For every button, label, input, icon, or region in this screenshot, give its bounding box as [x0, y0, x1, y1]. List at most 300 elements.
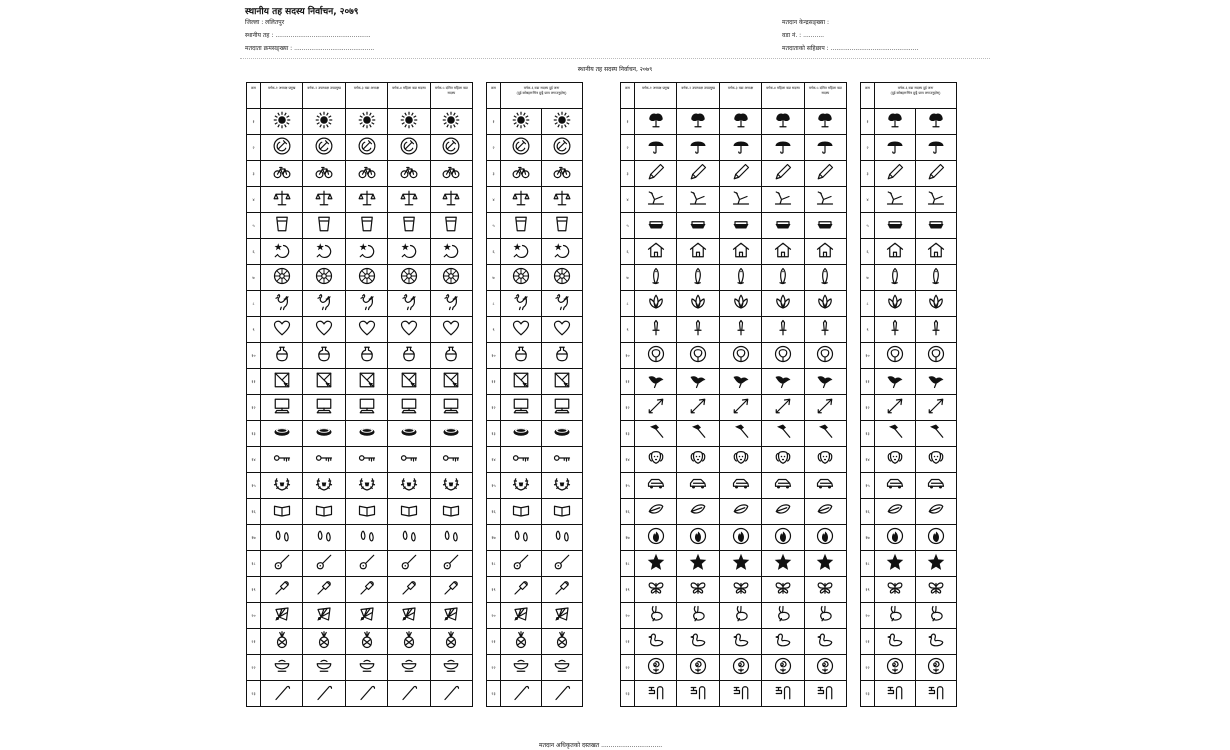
- vote-box[interactable]: [916, 447, 956, 472]
- vote-box[interactable]: [677, 681, 719, 706]
- vote-box[interactable]: [431, 213, 472, 238]
- vote-box[interactable]: [677, 317, 719, 342]
- vote-box[interactable]: [542, 603, 582, 628]
- vote-box[interactable]: [677, 239, 719, 264]
- vote-box[interactable]: [501, 395, 542, 420]
- vote-box[interactable]: [388, 681, 430, 706]
- vote-box[interactable]: [303, 473, 345, 498]
- vote-box[interactable]: [542, 187, 582, 212]
- vote-box[interactable]: [388, 577, 430, 602]
- vote-box[interactable]: [388, 213, 430, 238]
- vote-box[interactable]: [677, 369, 719, 394]
- vote-box[interactable]: [916, 473, 956, 498]
- vote-box[interactable]: [875, 629, 916, 654]
- vote-box[interactable]: [501, 343, 542, 368]
- vote-box[interactable]: [303, 447, 345, 472]
- vote-box[interactable]: [805, 603, 846, 628]
- vote-box[interactable]: [875, 525, 916, 550]
- vote-box[interactable]: [762, 525, 804, 550]
- vote-box[interactable]: [677, 343, 719, 368]
- vote-box[interactable]: [677, 499, 719, 524]
- vote-box[interactable]: [501, 291, 542, 316]
- vote-box[interactable]: [720, 603, 762, 628]
- vote-box[interactable]: [720, 395, 762, 420]
- vote-box[interactable]: [431, 603, 472, 628]
- vote-box[interactable]: [720, 577, 762, 602]
- vote-box[interactable]: [346, 395, 388, 420]
- vote-box[interactable]: [916, 525, 956, 550]
- vote-box[interactable]: [501, 551, 542, 576]
- vote-box[interactable]: [303, 109, 345, 134]
- vote-box[interactable]: [431, 499, 472, 524]
- vote-box[interactable]: [542, 161, 582, 186]
- vote-box[interactable]: [805, 681, 846, 706]
- vote-box[interactable]: [875, 265, 916, 290]
- vote-box[interactable]: [677, 213, 719, 238]
- vote-box[interactable]: [916, 603, 956, 628]
- vote-box[interactable]: [261, 473, 303, 498]
- vote-box[interactable]: [805, 421, 846, 446]
- vote-box[interactable]: [346, 291, 388, 316]
- vote-box[interactable]: [261, 421, 303, 446]
- vote-box[interactable]: [762, 603, 804, 628]
- vote-box[interactable]: [501, 499, 542, 524]
- vote-box[interactable]: [261, 551, 303, 576]
- vote-box[interactable]: [542, 213, 582, 238]
- vote-box[interactable]: [720, 681, 762, 706]
- vote-box[interactable]: [916, 551, 956, 576]
- vote-box[interactable]: [875, 161, 916, 186]
- vote-box[interactable]: [431, 577, 472, 602]
- vote-box[interactable]: [542, 681, 582, 706]
- vote-box[interactable]: [346, 109, 388, 134]
- vote-box[interactable]: [875, 551, 916, 576]
- vote-box[interactable]: [388, 447, 430, 472]
- vote-box[interactable]: [431, 161, 472, 186]
- vote-box[interactable]: [388, 317, 430, 342]
- vote-box[interactable]: [501, 655, 542, 680]
- vote-box[interactable]: [762, 655, 804, 680]
- vote-box[interactable]: [303, 421, 345, 446]
- vote-box[interactable]: [346, 343, 388, 368]
- vote-box[interactable]: [261, 135, 303, 160]
- vote-box[interactable]: [762, 551, 804, 576]
- vote-box[interactable]: [805, 213, 846, 238]
- vote-box[interactable]: [261, 525, 303, 550]
- vote-box[interactable]: [805, 473, 846, 498]
- vote-box[interactable]: [762, 343, 804, 368]
- vote-box[interactable]: [916, 395, 956, 420]
- vote-box[interactable]: [720, 161, 762, 186]
- vote-box[interactable]: [388, 239, 430, 264]
- vote-box[interactable]: [388, 369, 430, 394]
- vote-box[interactable]: [875, 317, 916, 342]
- vote-box[interactable]: [501, 473, 542, 498]
- vote-box[interactable]: [875, 577, 916, 602]
- vote-box[interactable]: [916, 421, 956, 446]
- vote-box[interactable]: [720, 447, 762, 472]
- vote-box[interactable]: [431, 395, 472, 420]
- vote-box[interactable]: [916, 291, 956, 316]
- vote-box[interactable]: [261, 629, 303, 654]
- vote-box[interactable]: [501, 681, 542, 706]
- vote-box[interactable]: [431, 369, 472, 394]
- vote-box[interactable]: [501, 603, 542, 628]
- vote-box[interactable]: [762, 681, 804, 706]
- vote-box[interactable]: [542, 473, 582, 498]
- vote-box[interactable]: [635, 161, 677, 186]
- vote-box[interactable]: [542, 317, 582, 342]
- vote-box[interactable]: [762, 499, 804, 524]
- vote-box[interactable]: [261, 109, 303, 134]
- vote-box[interactable]: [346, 603, 388, 628]
- vote-box[interactable]: [346, 369, 388, 394]
- vote-box[interactable]: [805, 291, 846, 316]
- vote-box[interactable]: [677, 421, 719, 446]
- vote-box[interactable]: [431, 421, 472, 446]
- vote-box[interactable]: [720, 265, 762, 290]
- vote-box[interactable]: [720, 239, 762, 264]
- vote-box[interactable]: [805, 161, 846, 186]
- vote-box[interactable]: [542, 343, 582, 368]
- vote-box[interactable]: [635, 317, 677, 342]
- vote-box[interactable]: [762, 213, 804, 238]
- vote-box[interactable]: [542, 421, 582, 446]
- vote-box[interactable]: [431, 551, 472, 576]
- vote-box[interactable]: [346, 473, 388, 498]
- vote-box[interactable]: [677, 161, 719, 186]
- vote-box[interactable]: [635, 499, 677, 524]
- vote-box[interactable]: [762, 109, 804, 134]
- vote-box[interactable]: [677, 525, 719, 550]
- vote-box[interactable]: [303, 161, 345, 186]
- vote-box[interactable]: [875, 343, 916, 368]
- vote-box[interactable]: [261, 681, 303, 706]
- vote-box[interactable]: [501, 421, 542, 446]
- vote-box[interactable]: [346, 317, 388, 342]
- vote-box[interactable]: [501, 135, 542, 160]
- vote-box[interactable]: [805, 109, 846, 134]
- vote-box[interactable]: [303, 369, 345, 394]
- vote-box[interactable]: [261, 343, 303, 368]
- vote-box[interactable]: [635, 603, 677, 628]
- vote-box[interactable]: [635, 421, 677, 446]
- vote-box[interactable]: [261, 603, 303, 628]
- vote-box[interactable]: [805, 447, 846, 472]
- vote-box[interactable]: [431, 109, 472, 134]
- vote-box[interactable]: [431, 681, 472, 706]
- vote-box[interactable]: [346, 239, 388, 264]
- vote-box[interactable]: [762, 421, 804, 446]
- vote-box[interactable]: [261, 447, 303, 472]
- vote-box[interactable]: [303, 499, 345, 524]
- vote-box[interactable]: [875, 369, 916, 394]
- vote-box[interactable]: [805, 343, 846, 368]
- vote-box[interactable]: [388, 603, 430, 628]
- vote-box[interactable]: [388, 343, 430, 368]
- vote-box[interactable]: [542, 577, 582, 602]
- vote-box[interactable]: [261, 499, 303, 524]
- vote-box[interactable]: [916, 343, 956, 368]
- vote-box[interactable]: [916, 239, 956, 264]
- vote-box[interactable]: [720, 109, 762, 134]
- vote-box[interactable]: [762, 395, 804, 420]
- vote-box[interactable]: [805, 551, 846, 576]
- vote-box[interactable]: [635, 109, 677, 134]
- vote-box[interactable]: [501, 213, 542, 238]
- vote-box[interactable]: [303, 213, 345, 238]
- vote-box[interactable]: [805, 239, 846, 264]
- vote-box[interactable]: [762, 187, 804, 212]
- vote-box[interactable]: [762, 447, 804, 472]
- vote-box[interactable]: [677, 187, 719, 212]
- vote-box[interactable]: [875, 499, 916, 524]
- vote-box[interactable]: [346, 135, 388, 160]
- vote-box[interactable]: [635, 395, 677, 420]
- vote-box[interactable]: [762, 265, 804, 290]
- vote-box[interactable]: [303, 603, 345, 628]
- vote-box[interactable]: [635, 655, 677, 680]
- vote-box[interactable]: [762, 369, 804, 394]
- vote-box[interactable]: [303, 551, 345, 576]
- vote-box[interactable]: [635, 291, 677, 316]
- vote-box[interactable]: [261, 291, 303, 316]
- vote-box[interactable]: [346, 187, 388, 212]
- vote-box[interactable]: [346, 629, 388, 654]
- vote-box[interactable]: [303, 239, 345, 264]
- vote-box[interactable]: [431, 239, 472, 264]
- vote-box[interactable]: [388, 161, 430, 186]
- vote-box[interactable]: [916, 109, 956, 134]
- vote-box[interactable]: [542, 291, 582, 316]
- vote-box[interactable]: [805, 577, 846, 602]
- vote-box[interactable]: [346, 577, 388, 602]
- vote-box[interactable]: [635, 629, 677, 654]
- vote-box[interactable]: [875, 603, 916, 628]
- vote-box[interactable]: [346, 213, 388, 238]
- vote-box[interactable]: [431, 291, 472, 316]
- vote-box[interactable]: [916, 187, 956, 212]
- vote-box[interactable]: [875, 239, 916, 264]
- vote-box[interactable]: [720, 317, 762, 342]
- vote-box[interactable]: [501, 577, 542, 602]
- vote-box[interactable]: [720, 187, 762, 212]
- vote-box[interactable]: [303, 525, 345, 550]
- vote-box[interactable]: [303, 395, 345, 420]
- vote-box[interactable]: [542, 525, 582, 550]
- vote-box[interactable]: [762, 577, 804, 602]
- vote-box[interactable]: [501, 161, 542, 186]
- vote-box[interactable]: [501, 109, 542, 134]
- vote-box[interactable]: [501, 525, 542, 550]
- vote-box[interactable]: [762, 629, 804, 654]
- vote-box[interactable]: [875, 135, 916, 160]
- vote-box[interactable]: [875, 421, 916, 446]
- vote-box[interactable]: [542, 447, 582, 472]
- vote-box[interactable]: [261, 317, 303, 342]
- vote-box[interactable]: [542, 551, 582, 576]
- vote-box[interactable]: [916, 681, 956, 706]
- vote-box[interactable]: [720, 499, 762, 524]
- vote-box[interactable]: [635, 265, 677, 290]
- vote-box[interactable]: [431, 135, 472, 160]
- vote-box[interactable]: [261, 265, 303, 290]
- vote-box[interactable]: [762, 291, 804, 316]
- vote-box[interactable]: [916, 577, 956, 602]
- vote-box[interactable]: [346, 161, 388, 186]
- vote-box[interactable]: [542, 265, 582, 290]
- vote-box[interactable]: [542, 395, 582, 420]
- vote-box[interactable]: [431, 265, 472, 290]
- vote-box[interactable]: [431, 473, 472, 498]
- vote-box[interactable]: [542, 369, 582, 394]
- vote-box[interactable]: [388, 135, 430, 160]
- vote-box[interactable]: [720, 343, 762, 368]
- vote-box[interactable]: [677, 603, 719, 628]
- vote-box[interactable]: [805, 187, 846, 212]
- vote-box[interactable]: [388, 629, 430, 654]
- vote-box[interactable]: [875, 473, 916, 498]
- vote-box[interactable]: [388, 551, 430, 576]
- vote-box[interactable]: [635, 681, 677, 706]
- vote-box[interactable]: [542, 629, 582, 654]
- vote-box[interactable]: [635, 187, 677, 212]
- vote-box[interactable]: [677, 109, 719, 134]
- vote-box[interactable]: [805, 629, 846, 654]
- vote-box[interactable]: [388, 525, 430, 550]
- vote-box[interactable]: [677, 447, 719, 472]
- vote-box[interactable]: [635, 551, 677, 576]
- vote-box[interactable]: [875, 213, 916, 238]
- vote-box[interactable]: [875, 655, 916, 680]
- vote-box[interactable]: [303, 343, 345, 368]
- vote-box[interactable]: [388, 655, 430, 680]
- vote-box[interactable]: [346, 265, 388, 290]
- vote-box[interactable]: [346, 525, 388, 550]
- vote-box[interactable]: [303, 187, 345, 212]
- vote-box[interactable]: [635, 343, 677, 368]
- vote-box[interactable]: [261, 655, 303, 680]
- vote-box[interactable]: [388, 473, 430, 498]
- vote-box[interactable]: [677, 265, 719, 290]
- vote-box[interactable]: [805, 395, 846, 420]
- vote-box[interactable]: [501, 317, 542, 342]
- vote-box[interactable]: [762, 239, 804, 264]
- vote-box[interactable]: [431, 525, 472, 550]
- vote-box[interactable]: [388, 187, 430, 212]
- vote-box[interactable]: [635, 213, 677, 238]
- vote-box[interactable]: [261, 187, 303, 212]
- vote-box[interactable]: [720, 655, 762, 680]
- vote-box[interactable]: [762, 317, 804, 342]
- vote-box[interactable]: [677, 473, 719, 498]
- vote-box[interactable]: [431, 317, 472, 342]
- vote-box[interactable]: [916, 369, 956, 394]
- vote-box[interactable]: [720, 369, 762, 394]
- vote-box[interactable]: [261, 577, 303, 602]
- vote-box[interactable]: [677, 577, 719, 602]
- vote-box[interactable]: [916, 135, 956, 160]
- vote-box[interactable]: [635, 473, 677, 498]
- vote-box[interactable]: [762, 161, 804, 186]
- vote-box[interactable]: [388, 499, 430, 524]
- vote-box[interactable]: [346, 499, 388, 524]
- vote-box[interactable]: [677, 629, 719, 654]
- vote-box[interactable]: [501, 447, 542, 472]
- vote-box[interactable]: [542, 655, 582, 680]
- vote-box[interactable]: [346, 421, 388, 446]
- vote-box[interactable]: [635, 525, 677, 550]
- vote-box[interactable]: [303, 291, 345, 316]
- vote-box[interactable]: [916, 161, 956, 186]
- vote-box[interactable]: [635, 135, 677, 160]
- vote-box[interactable]: [501, 369, 542, 394]
- vote-box[interactable]: [261, 369, 303, 394]
- vote-box[interactable]: [501, 187, 542, 212]
- vote-box[interactable]: [762, 135, 804, 160]
- vote-box[interactable]: [261, 395, 303, 420]
- vote-box[interactable]: [542, 109, 582, 134]
- vote-box[interactable]: [677, 395, 719, 420]
- vote-box[interactable]: [388, 109, 430, 134]
- vote-box[interactable]: [346, 447, 388, 472]
- vote-box[interactable]: [916, 655, 956, 680]
- vote-box[interactable]: [720, 525, 762, 550]
- vote-box[interactable]: [542, 499, 582, 524]
- vote-box[interactable]: [805, 499, 846, 524]
- vote-box[interactable]: [388, 421, 430, 446]
- vote-box[interactable]: [635, 369, 677, 394]
- vote-box[interactable]: [805, 525, 846, 550]
- vote-box[interactable]: [875, 109, 916, 134]
- vote-box[interactable]: [303, 577, 345, 602]
- vote-box[interactable]: [388, 291, 430, 316]
- vote-box[interactable]: [501, 629, 542, 654]
- vote-box[interactable]: [261, 213, 303, 238]
- vote-box[interactable]: [805, 135, 846, 160]
- vote-box[interactable]: [916, 265, 956, 290]
- vote-box[interactable]: [501, 265, 542, 290]
- vote-box[interactable]: [875, 681, 916, 706]
- vote-box[interactable]: [720, 135, 762, 160]
- vote-box[interactable]: [431, 447, 472, 472]
- vote-box[interactable]: [261, 239, 303, 264]
- vote-box[interactable]: [720, 291, 762, 316]
- vote-box[interactable]: [303, 629, 345, 654]
- vote-box[interactable]: [875, 187, 916, 212]
- vote-box[interactable]: [916, 499, 956, 524]
- vote-box[interactable]: [677, 655, 719, 680]
- vote-box[interactable]: [431, 187, 472, 212]
- vote-box[interactable]: [303, 681, 345, 706]
- vote-box[interactable]: [916, 317, 956, 342]
- vote-box[interactable]: [431, 343, 472, 368]
- vote-box[interactable]: [677, 135, 719, 160]
- vote-box[interactable]: [677, 551, 719, 576]
- vote-box[interactable]: [805, 369, 846, 394]
- vote-box[interactable]: [346, 551, 388, 576]
- vote-box[interactable]: [805, 265, 846, 290]
- vote-box[interactable]: [720, 473, 762, 498]
- vote-box[interactable]: [346, 655, 388, 680]
- vote-box[interactable]: [916, 629, 956, 654]
- vote-box[interactable]: [805, 655, 846, 680]
- vote-box[interactable]: [542, 239, 582, 264]
- vote-box[interactable]: [677, 291, 719, 316]
- vote-box[interactable]: [303, 317, 345, 342]
- vote-box[interactable]: [346, 681, 388, 706]
- vote-box[interactable]: [261, 161, 303, 186]
